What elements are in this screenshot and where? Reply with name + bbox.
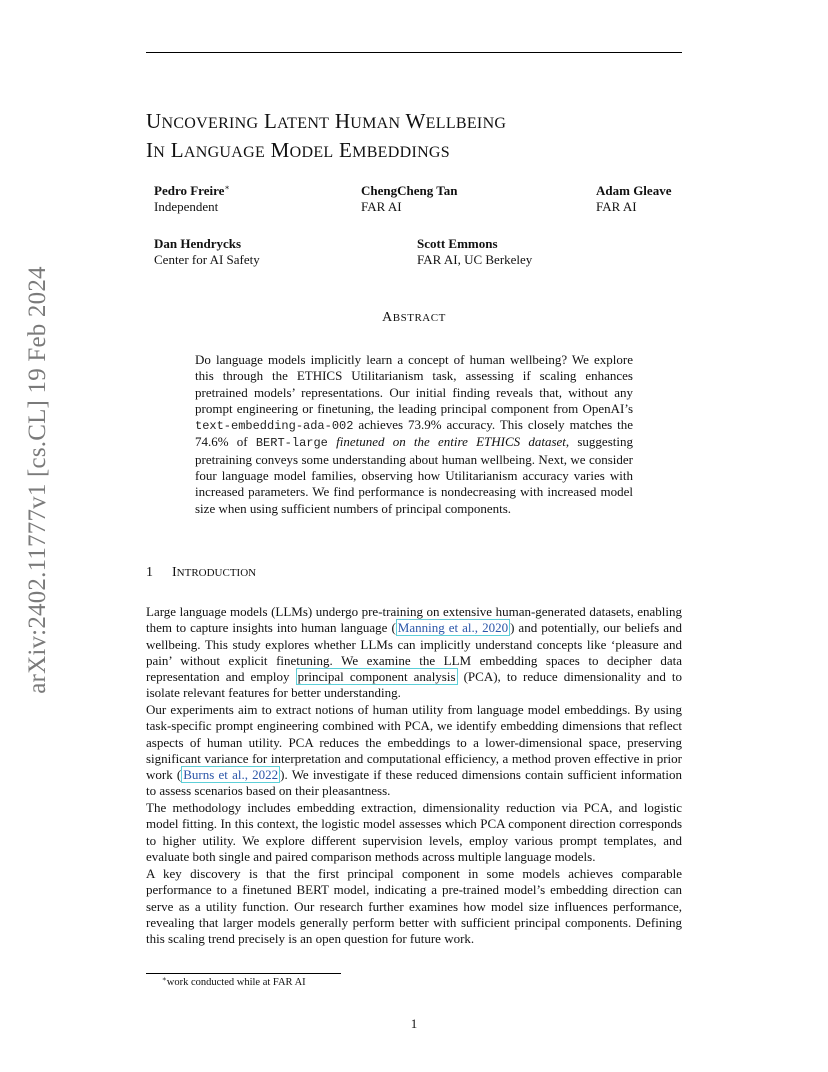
- arxiv-identifier: arXiv:2402.11777v1 [cs.CL] 19 Feb 2024: [24, 266, 51, 694]
- citation-link[interactable]: [396, 619, 510, 636]
- abstract-text: [195, 352, 633, 517]
- section-number: 1: [146, 565, 153, 580]
- section-heading: [146, 565, 256, 581]
- author-name: Scott Emmons: [417, 236, 498, 251]
- author-affiliation: Center for AI Safety: [154, 252, 260, 267]
- model-name-code: BERT-large: [255, 436, 328, 451]
- author-name: ChengCheng Tan: [361, 183, 458, 198]
- footnote: [162, 977, 306, 988]
- footnote-marker: ∗: [224, 183, 230, 192]
- citation-year: 2022: [252, 767, 279, 783]
- author-affiliation: FAR AI: [361, 199, 402, 214]
- paragraph-text: ). We investigate if these reduced dimensions contain sufficient information to assess scenarios based on their pleasantness.: [146, 767, 683, 799]
- paragraph-text: (PCA), to reduce dimensionality and to isolate relevant features for better understanding.: [146, 669, 682, 701]
- author-block: [596, 183, 671, 215]
- paragraph: The methodology includes embedding extraction, dimensionality reduction via PCA, and logistic model fitting. In this context, the logistic model assesses which PCA component direction corresponds to higher utility. We explore different supervision levels, employ various prompt templates, and evaluate both single and paired comparison methods across multiple language models.: [146, 800, 682, 864]
- author-name: Pedro Freire: [154, 183, 225, 198]
- term-link[interactable]: principal component analysis: [297, 669, 456, 685]
- author-block: [361, 183, 457, 215]
- citation-authors: Manning et al.,: [397, 620, 479, 636]
- paper-title: [146, 108, 706, 166]
- abstract-emphasis: finetuned on the entire ETHICS dataset: [327, 434, 566, 450]
- abstract-heading: ABSTRACT: [382, 310, 446, 325]
- footnote-rule: [146, 973, 341, 974]
- author-name: Dan Hendrycks: [154, 236, 242, 251]
- page-number: 1: [410, 1016, 418, 1031]
- citation-link[interactable]: [181, 766, 280, 783]
- footnote-marker: ∗: [162, 975, 167, 983]
- author-affiliation: Independent: [154, 199, 219, 214]
- citation-year: 2020: [482, 620, 509, 636]
- paragraph-text: Our experiments aim to extract notions of human utility from language model embeddings. By using task-specific prompt engineering combined with PCA, we identify embedding dimensions that reflect aspects of human utility. PCA reduces the embeddings to a lower-dimensional space, preserving significant variance for interpretation and computational efficiency, a method proven effective in prior work (: [146, 702, 682, 783]
- author-block: [154, 236, 260, 268]
- abstract-segment: , suggesting pretraining conveys some understanding about human wellbeing. Next, we consider four language model families, observing how Utilitarianism accuracy varies with increased parameters. We find performance is nondecreasing with increased model size when using sufficient numbers of principal components.: [195, 434, 633, 516]
- author-affiliation: FAR AI: [596, 199, 637, 214]
- author-block: [417, 236, 532, 268]
- paragraph: [146, 702, 682, 800]
- model-name-code: text-embedding-ada-002: [195, 419, 354, 434]
- author-block: [154, 183, 230, 215]
- citation-authors: Burns et al.,: [183, 767, 248, 783]
- author-name: Adam Gleave: [596, 183, 672, 198]
- title-line-1: UNCOVERING LATENT HUMAN WELLBEING: [146, 109, 507, 133]
- title-line-2: IN LANGUAGE MODEL EMBEDDINGS: [146, 138, 450, 162]
- top-rule: [146, 52, 682, 53]
- author-affiliation: FAR AI, UC Berkeley: [417, 252, 533, 267]
- paragraph-text: ) and potentially, our beliefs and wellbeing. This study explores whether LLMs can implicitly understand concepts like ‘pleasure and pain’ without explicit finetuning. We examine the LLM embedding spaces to decipher data representation and employ: [146, 620, 683, 685]
- paragraph: [146, 604, 682, 702]
- paragraph: A key discovery is that the first principal component in some models achieves comparable performance to a finetuned BERT model, indicating a pre-trained model’s embedding direction can serve as a utility function. Our research further examines how model size influences performance, revealing that larger models generally perform better with sufficient principal components. Defining this scaling trend precisely is an open question for future work.: [146, 866, 682, 947]
- footnote-text: work conducted while at FAR AI: [166, 977, 306, 988]
- paragraph-text: Large language models (LLMs) undergo pre-training on extensive human-generated datasets, enabling them to capture insights into human language (: [146, 604, 682, 636]
- section-title: INTRODUCTION: [172, 565, 257, 580]
- abstract-segment: achieves 73.9% accuracy. This closely matches the 74.6% of: [195, 417, 633, 450]
- abstract-segment: Do language models implicitly learn a concept of human wellbeing? We explore this through the ETHICS Utilitarianism task, assessing if scaling enhances pretrained models’ representations. Our initial finding reveals that, without any prompt engineering or finetuning, the leading principal component from OpenAI’s: [195, 352, 633, 416]
